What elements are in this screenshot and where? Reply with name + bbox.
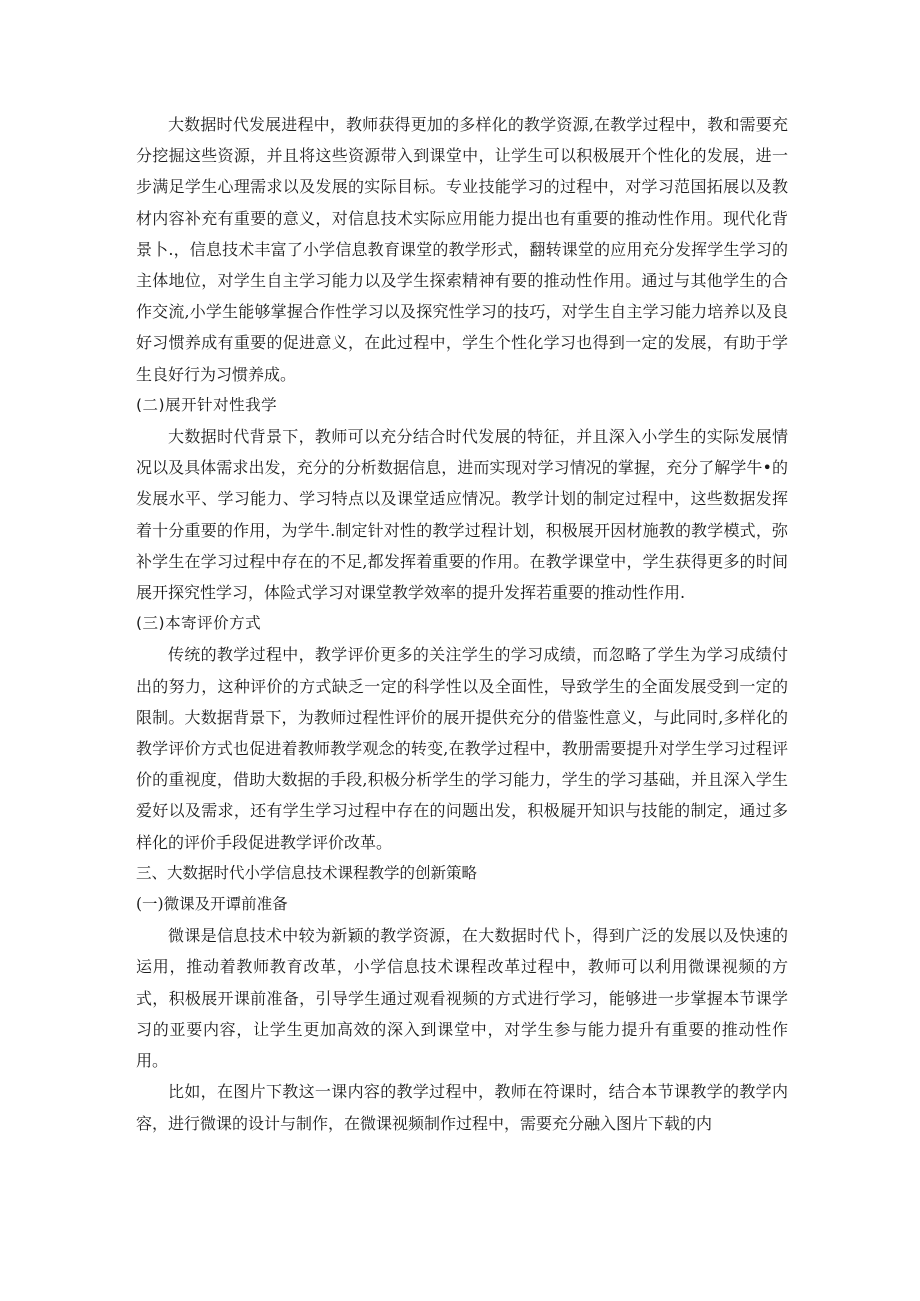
chapter-heading-innovation-strategies: 三、大数据时代小学信息技术课程教学的创新策略 [136, 863, 478, 882]
document-body [136, 109, 788, 1139]
section-heading-evaluation-method: (三)本寄评价方式 [136, 614, 262, 633]
paragraph-evaluation-method: 传统的教学过程中，教学评价更多的关注学生的学习成绩，而忽略了学生为学习成绩付出的努力，这种评价的方式缺乏一定的科学性以及全面性，导致学生的全面发展受到一定的限制。大数据背景下，为教师过程性评价的展开提供充分的借鉴性意义，与此同时,多样化的教学评价方式也促进着教师教学观念的转变,在教学过程中，教册需要提升对学生学习过程评价的重视度，借助大数据的手段,积极分析学生的学习能力，学生的学习基础，并且深入学生爱好以及需求，还有学生学习过程中存在的问题出发，积极屣开知识与技能的制定，通过多样化的评价手段促进教学评价改革。 [136, 645, 788, 852]
section-heading-targeted-teaching: (二)展开针对性我学 [136, 395, 278, 414]
paragraph-micro-lesson: 微课是信息技术中较为新颖的教学资源，在大数据时代卜，得到广泛的发展以及快速的运用，推动着教师教育改革，小学信息技术课程改革过程中，教师可以利用微课视频的方式，积极展开课前准备，引导学生通过观看视频的方式进行学习，能够进一步掌握本节课学习的亚要内容，让学生更加高效的深入到课堂中，对学生参与能力提升有重要的推动性作用。 [136, 926, 788, 1071]
section-heading-micro-lesson-preparation: (一)微课及开谭前准备 [136, 895, 288, 914]
paragraph-big-data-resources: 大数据时代发展进程中，教师获得更加的多样化的教学资源,在教学过程中，教和需要充分挖掘这些资源，并且将这些资源带入到课堂中，让学生可以积极展开个性化的发展，进一步满足学生心理需求以及发展的实际目标。专业技能学习的过程中，对学习范国拓展以及教材内容补充有重要的意义，对信息技术实际应用能力提出也有重要的推动性作用。现代化背景卜.，信息技术丰富了小学信息教育课堂的教学形式，翻转课堂的应用充分发挥学生学习的主体地位，对学生自主学习能力以及学生探索精神有要的推动性作用。通过与其他学生的合作交流,小学生能够掌握合作性学习以及探究性学习的技巧，对学生自主学习能力培养以及良好习惯养成有重要的促进意义，在此过程中，学生个性化学习也得到一定的发展，有助于学生良好行为习惯养成。 [136, 115, 788, 384]
paragraph-targeted-teaching: 大数据时代背景下，教师可以充分结合时代发展的特征，并且深入小学生的实际发展情况以及具体需求出发，充分的分析数据信息，进而实现对学习情况的掌握，充分了解学牛•的发展水平、学习能力、学习特点以及课堂适应情况。教学计划的制定过程中，这些数据发挥着十分重要的作用，为学牛.制定针对性的教学过程计划，积极展开因材施教的教学模式，弥补学生在学习过程中存在的不足,都发挥着重要的作用。在教学课堂中，学生获得更多的时间展开探究性学习，体险式学习对课堂教学效率的提升发挥若重要的推动性作用. [136, 427, 788, 603]
paragraph-example-image-download: 比如，在图片下教这一课内容的教学过程中，教师在符课时，结合本节课教学的教学内容，进行微课的设计与制作，在微课视频制作过程中，需要充分融入图片下载的内 [136, 1082, 788, 1133]
